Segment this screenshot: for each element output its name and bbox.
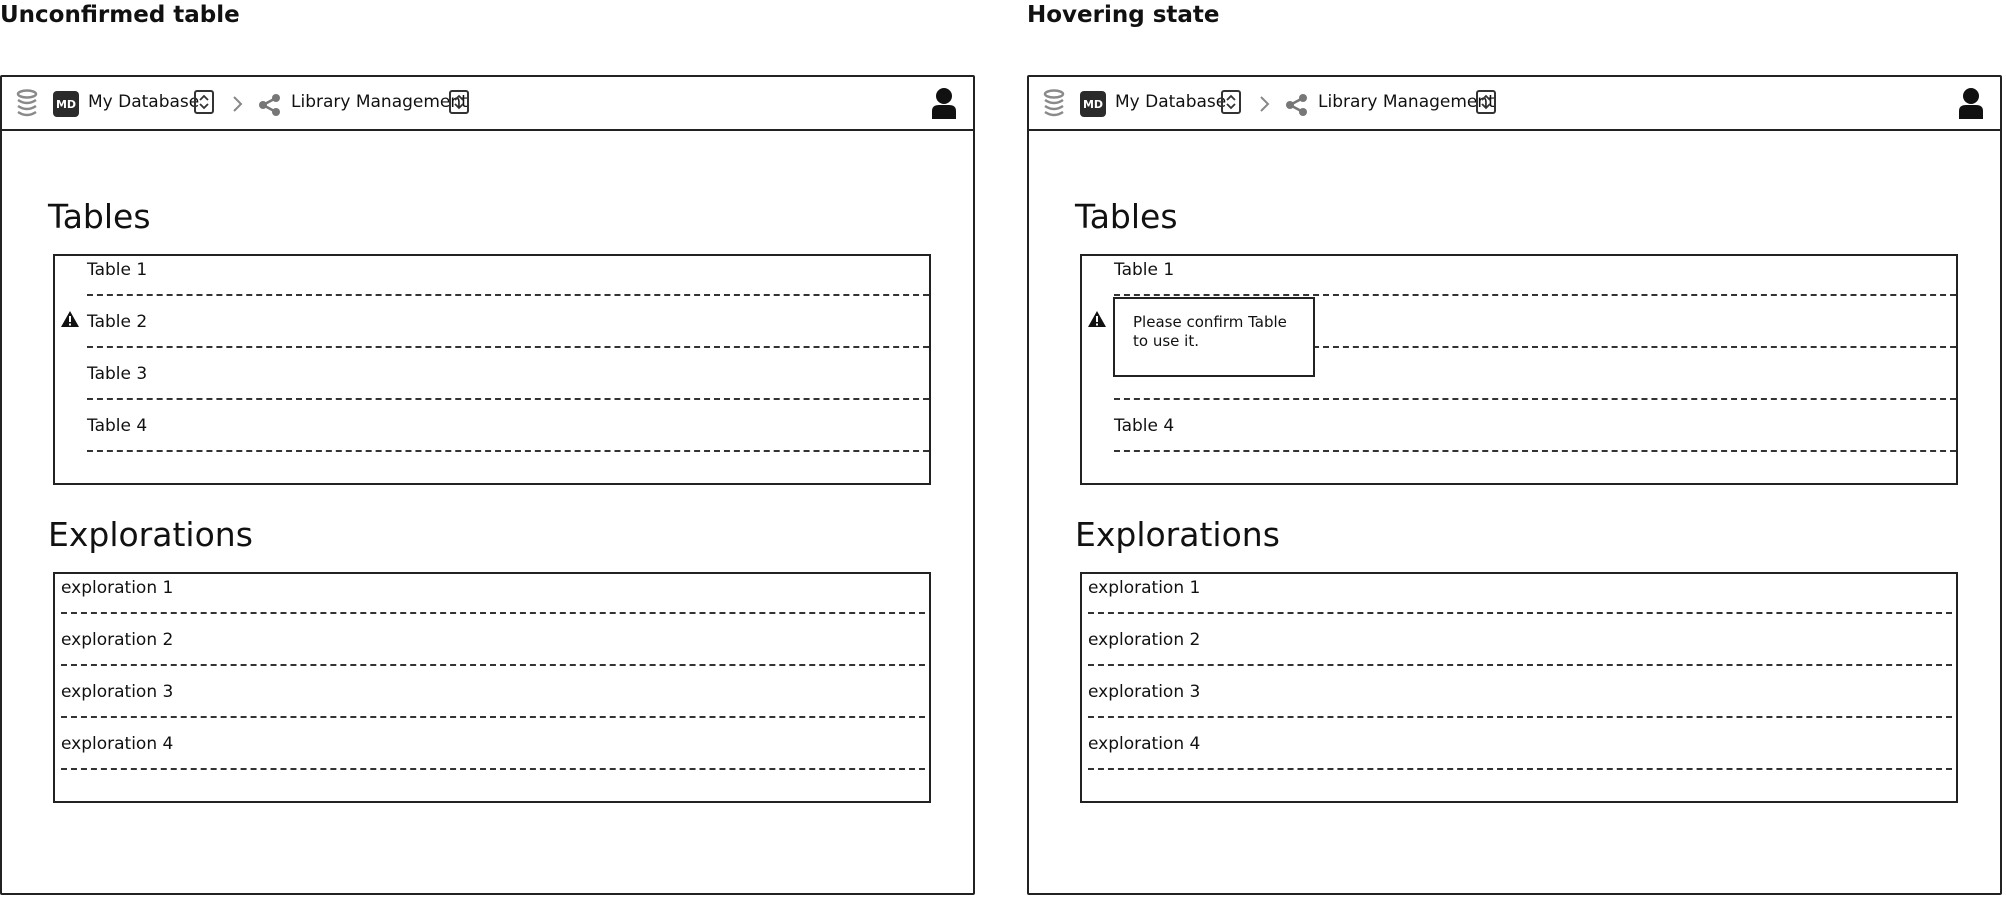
table-name: Table 1 (1114, 260, 1175, 280)
up-down-stepper-icon (198, 94, 210, 110)
up-down-stepper-icon (1225, 94, 1237, 110)
table-row[interactable] (1114, 412, 1956, 452)
explorations-heading: Explorations (48, 515, 253, 554)
exploration-name: exploration 1 (61, 578, 174, 598)
chevron-right-icon (232, 95, 244, 113)
exploration-name: exploration 1 (1088, 578, 1201, 598)
table-name: Table 2 (87, 312, 148, 332)
exploration-row[interactable] (61, 574, 925, 614)
top-bar (1029, 77, 2000, 131)
database-avatar-badge[interactable]: MD (53, 91, 79, 117)
table-name: Table 1 (87, 260, 148, 280)
database-selector-stepper[interactable] (1221, 90, 1241, 114)
table-row[interactable] (87, 360, 929, 400)
warning-triangle-icon[interactable] (61, 311, 79, 327)
exploration-row[interactable] (1088, 626, 1952, 666)
tables-list (1080, 254, 1958, 485)
project-selector-stepper[interactable] (1476, 90, 1496, 114)
exploration-name: exploration 4 (61, 734, 174, 754)
panel-caption: Unconfirmed table (0, 2, 240, 28)
up-down-stepper-icon (453, 94, 465, 110)
share-icon (258, 93, 282, 117)
exploration-row[interactable] (61, 626, 925, 666)
up-down-stepper-icon (1480, 94, 1492, 110)
exploration-name: exploration 3 (1088, 682, 1201, 702)
explorations-heading: Explorations (1075, 515, 1280, 554)
explorations-list (1080, 572, 1958, 803)
top-bar (2, 77, 973, 131)
breadcrumb-project-name[interactable]: Library Management (291, 92, 468, 112)
breadcrumb-database-name[interactable]: My Database (1115, 92, 1227, 112)
confirm-table-tooltip: Please confirm Table to use it. (1113, 297, 1315, 377)
chevron-right-icon (1259, 95, 1271, 113)
table-name: Table 3 (87, 364, 148, 384)
breadcrumb-database-name[interactable]: My Database (88, 92, 200, 112)
app-window (1027, 75, 2002, 895)
user-icon[interactable] (1958, 87, 1984, 119)
warning-triangle-icon[interactable] (1088, 311, 1106, 327)
database-icon[interactable] (1041, 89, 1067, 117)
app-window (0, 75, 975, 895)
database-selector-stepper[interactable] (194, 90, 214, 114)
table-row[interactable] (87, 256, 929, 296)
share-icon (1285, 93, 1309, 117)
exploration-name: exploration 3 (61, 682, 174, 702)
exploration-row[interactable] (1088, 678, 1952, 718)
explorations-list (53, 572, 931, 803)
database-avatar-badge[interactable]: MD (1080, 91, 1106, 117)
exploration-name: exploration 4 (1088, 734, 1201, 754)
breadcrumb-project-name[interactable]: Library Management (1318, 92, 1495, 112)
exploration-name: exploration 2 (1088, 630, 1201, 650)
exploration-name: exploration 2 (61, 630, 174, 650)
exploration-row[interactable] (1088, 574, 1952, 614)
project-selector-stepper[interactable] (449, 90, 469, 114)
table-row[interactable] (87, 308, 929, 348)
table-row[interactable] (1114, 256, 1956, 296)
table-name: Table 4 (1114, 416, 1175, 436)
table-name: Table 4 (87, 416, 148, 436)
tables-heading: Tables (48, 197, 151, 236)
exploration-row[interactable] (61, 730, 925, 770)
exploration-row[interactable] (61, 678, 925, 718)
panel-caption: Hovering state (1027, 2, 1220, 28)
tables-list (53, 254, 931, 485)
user-icon[interactable] (931, 87, 957, 119)
table-row[interactable] (87, 412, 929, 452)
database-icon[interactable] (14, 89, 40, 117)
exploration-row[interactable] (1088, 730, 1952, 770)
tables-heading: Tables (1075, 197, 1178, 236)
